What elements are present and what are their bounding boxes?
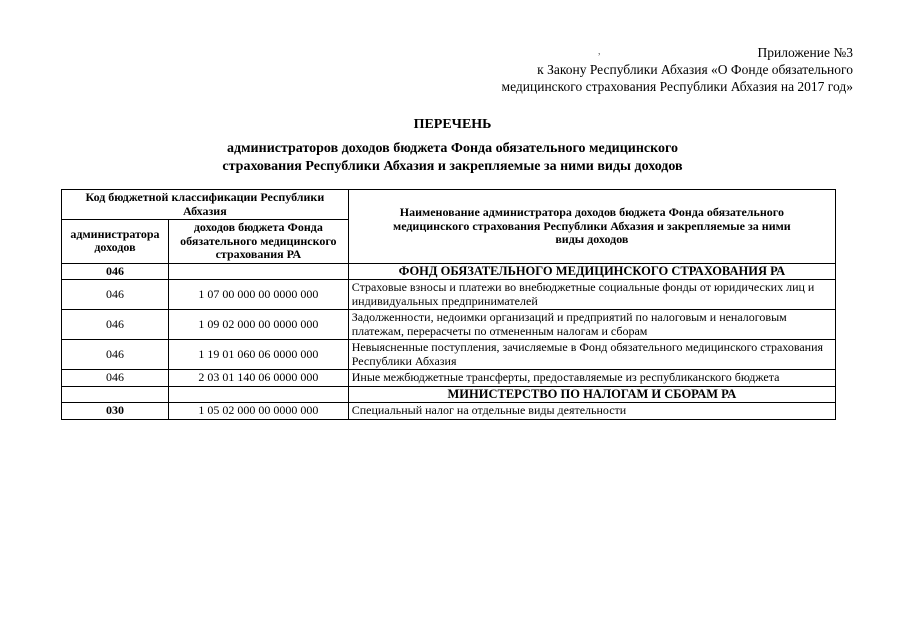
income-code-header: доходов бюджета Фонда обязательного медицинского страхования РА: [168, 220, 348, 264]
admin-code-cell: 046: [62, 310, 169, 340]
income-name-cell: Задолженности, недоимки организаций и предприятий по налоговым и неналоговым платежам, перерасчеты по отмененным налогам и сборам: [348, 310, 835, 340]
admin-code-cell: 030: [62, 403, 169, 420]
table-row: [62, 370, 836, 387]
income-code-cell: 1 19 01 060 06 0000 000: [168, 340, 348, 370]
law-reference-line1: к Закону Республики Абхазия «О Фонде обязательного: [537, 62, 853, 77]
pen-mark: ,: [598, 46, 601, 57]
appendix-number: Приложение №3: [757, 45, 853, 60]
section-admin-code: [62, 386, 169, 403]
budget-classification-header: Код бюджетной классификации Республики Абхазия: [62, 190, 349, 220]
table-row: [62, 403, 836, 420]
subtitle-line1: администраторов доходов бюджета Фонда обязательного медицинского: [226, 141, 679, 156]
section-income-code: [168, 386, 348, 403]
admin-code-cell: 046: [62, 370, 169, 387]
appendix-header: [502, 44, 853, 95]
administrators-table: [61, 189, 836, 420]
section-income-code: [168, 263, 348, 280]
income-code-cell: 1 07 00 000 00 0000 000: [168, 280, 348, 310]
income-name-cell: Специальный налог на отдельные виды деятельности: [348, 403, 835, 420]
table-row: [62, 340, 836, 370]
section-title: ФОНД ОБЯЗАТЕЛЬНОГО МЕДИЦИНСКОГО СТРАХОВАНИЯ РА: [348, 263, 835, 280]
document-title: ПЕРЕЧЕНЬ: [413, 117, 492, 132]
table-row: [62, 310, 836, 340]
income-name-cell: Невыясненные поступления, зачисляемые в Фонд обязательного медицинского страхования Республики Абхазия: [348, 340, 835, 370]
admin-code-cell: 046: [62, 280, 169, 310]
table-row: [62, 280, 836, 310]
subtitle-line2: страхования Республики Абхазия и закрепляемые за ними виды доходов: [222, 159, 683, 174]
income-name-cell: Иные межбюджетные трансферты, предоставляемые из республиканского бюджета: [348, 370, 835, 387]
section-row: [62, 386, 836, 403]
section-row: [62, 263, 836, 280]
table-header-row: [62, 190, 836, 220]
income-code-cell: 2 03 01 140 06 0000 000: [168, 370, 348, 387]
admin-code-header: администратора доходов: [62, 220, 169, 264]
section-title: МИНИСТЕРСТВО ПО НАЛОГАМ И СБОРАМ РА: [348, 386, 835, 403]
law-reference-line2: медицинского страхования Республики Абхазия на 2017 год»: [501, 79, 853, 94]
admin-code-cell: 046: [62, 340, 169, 370]
section-admin-code: 046: [62, 263, 169, 280]
income-code-cell: 1 09 02 000 00 0000 000: [168, 310, 348, 340]
document-subtitle: [0, 140, 905, 176]
income-code-cell: 1 05 02 000 00 0000 000: [168, 403, 348, 420]
income-name-cell: Страховые взносы и платежи во внебюджетные социальные фонды от юридических лиц и индивидуальных предпринимателей: [348, 280, 835, 310]
administrator-name-header: Наименование администратора доходов бюджета Фонда обязательного медицинского страхования Республики Абхазия и закрепляемые за ними виды доходов: [348, 190, 835, 264]
